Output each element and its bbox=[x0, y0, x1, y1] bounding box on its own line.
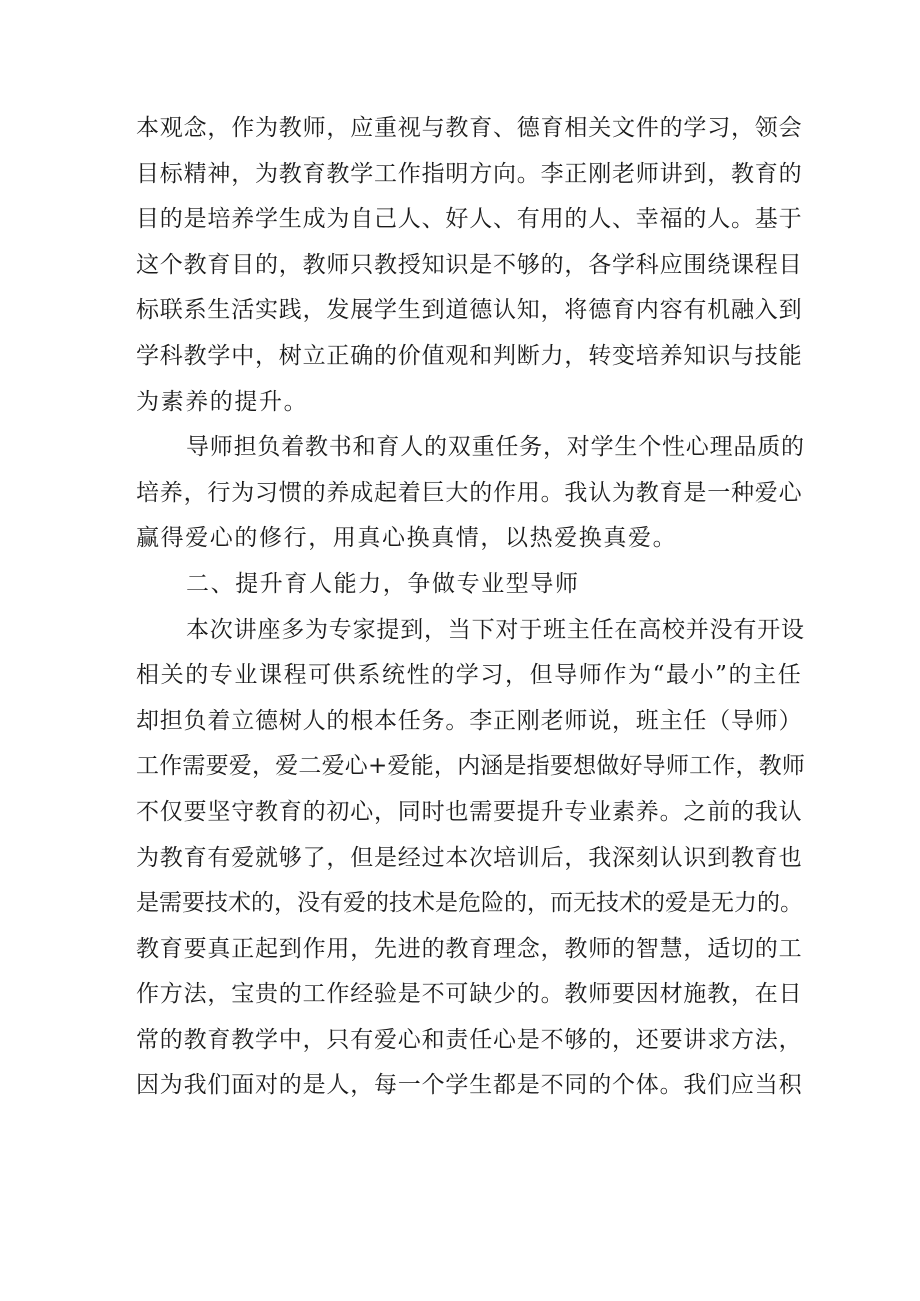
text-line: 却担负着立德树人的根本任务。李正刚老师说，班主任（导师） bbox=[136, 707, 803, 734]
document-body bbox=[136, 106, 806, 1109]
text-line: 学科教学中，树立正确的价值观和判断力，转变培养知识与技能 bbox=[136, 342, 803, 369]
text-line: 因为我们面对的是人，每一个学生都是不同的个体。我们应当积 bbox=[136, 1072, 803, 1099]
paragraph-first-line: 本次讲座多为专家提到，当下对于班主任在高校并没有开设 bbox=[186, 616, 805, 643]
text-line: 不仅要坚守教育的初心，同时也需要提升专业素养。之前的我认 bbox=[136, 798, 803, 825]
paragraph-first-line: 导师担负着教书和育人的双重任务，对学生个性心理品质的 bbox=[186, 434, 805, 461]
text-line: 工作需要爱，爱二爱心+爱能，内涵是指要想做好导师工作，教师 bbox=[136, 753, 806, 780]
text-line: 标联系生活实践，发展学生到道德认知，将德育内容有机融入到 bbox=[136, 297, 803, 324]
text-line: 为教育有爱就够了，但是经过本次培训后，我深刻认识到教育也 bbox=[136, 844, 803, 871]
text-line: 目标精神，为教育教学工作指明方向。李正刚老师讲到，教育的 bbox=[136, 160, 803, 187]
text-line: 培养，行为习惯的养成起着巨大的作用。我认为教育是一种爱心 bbox=[136, 479, 803, 506]
text-line: 本观念，作为教师，应重视与教育、德育相关文件的学习，领会 bbox=[136, 115, 803, 141]
text-line: 常的教育教学中，只有爱心和责任心是不够的，还要讲求方法， bbox=[136, 1026, 803, 1053]
text-line: 作方法，宝贵的工作经验是不可缺少的。教师要因材施教，在日 bbox=[136, 981, 803, 1008]
text-line: 为素养的提升。 bbox=[136, 388, 309, 415]
text-line: 目的是培养学生成为自己人、好人、有用的人、幸福的人。基于 bbox=[136, 206, 803, 233]
text-line: 相关的专业课程可供系统性的学习，但导师作为“最小”的主任 bbox=[136, 662, 803, 689]
text-line: 赢得爱心的修行，用真心换真情，以热爱换真爱。 bbox=[136, 525, 678, 552]
text-line: 这个教育目的，教师只教授知识是不够的，各学科应围绕课程目 bbox=[136, 251, 803, 278]
text-line: 教育要真正起到作用，先进的教育理念，教师的智慧，适切的工 bbox=[136, 935, 803, 962]
text-line: 是需要技术的，没有爱的技术是危险的，而无技术的爱是无力的。 bbox=[136, 890, 803, 917]
section-heading: 二、提升育人能力，争做专业型导师 bbox=[186, 570, 580, 597]
